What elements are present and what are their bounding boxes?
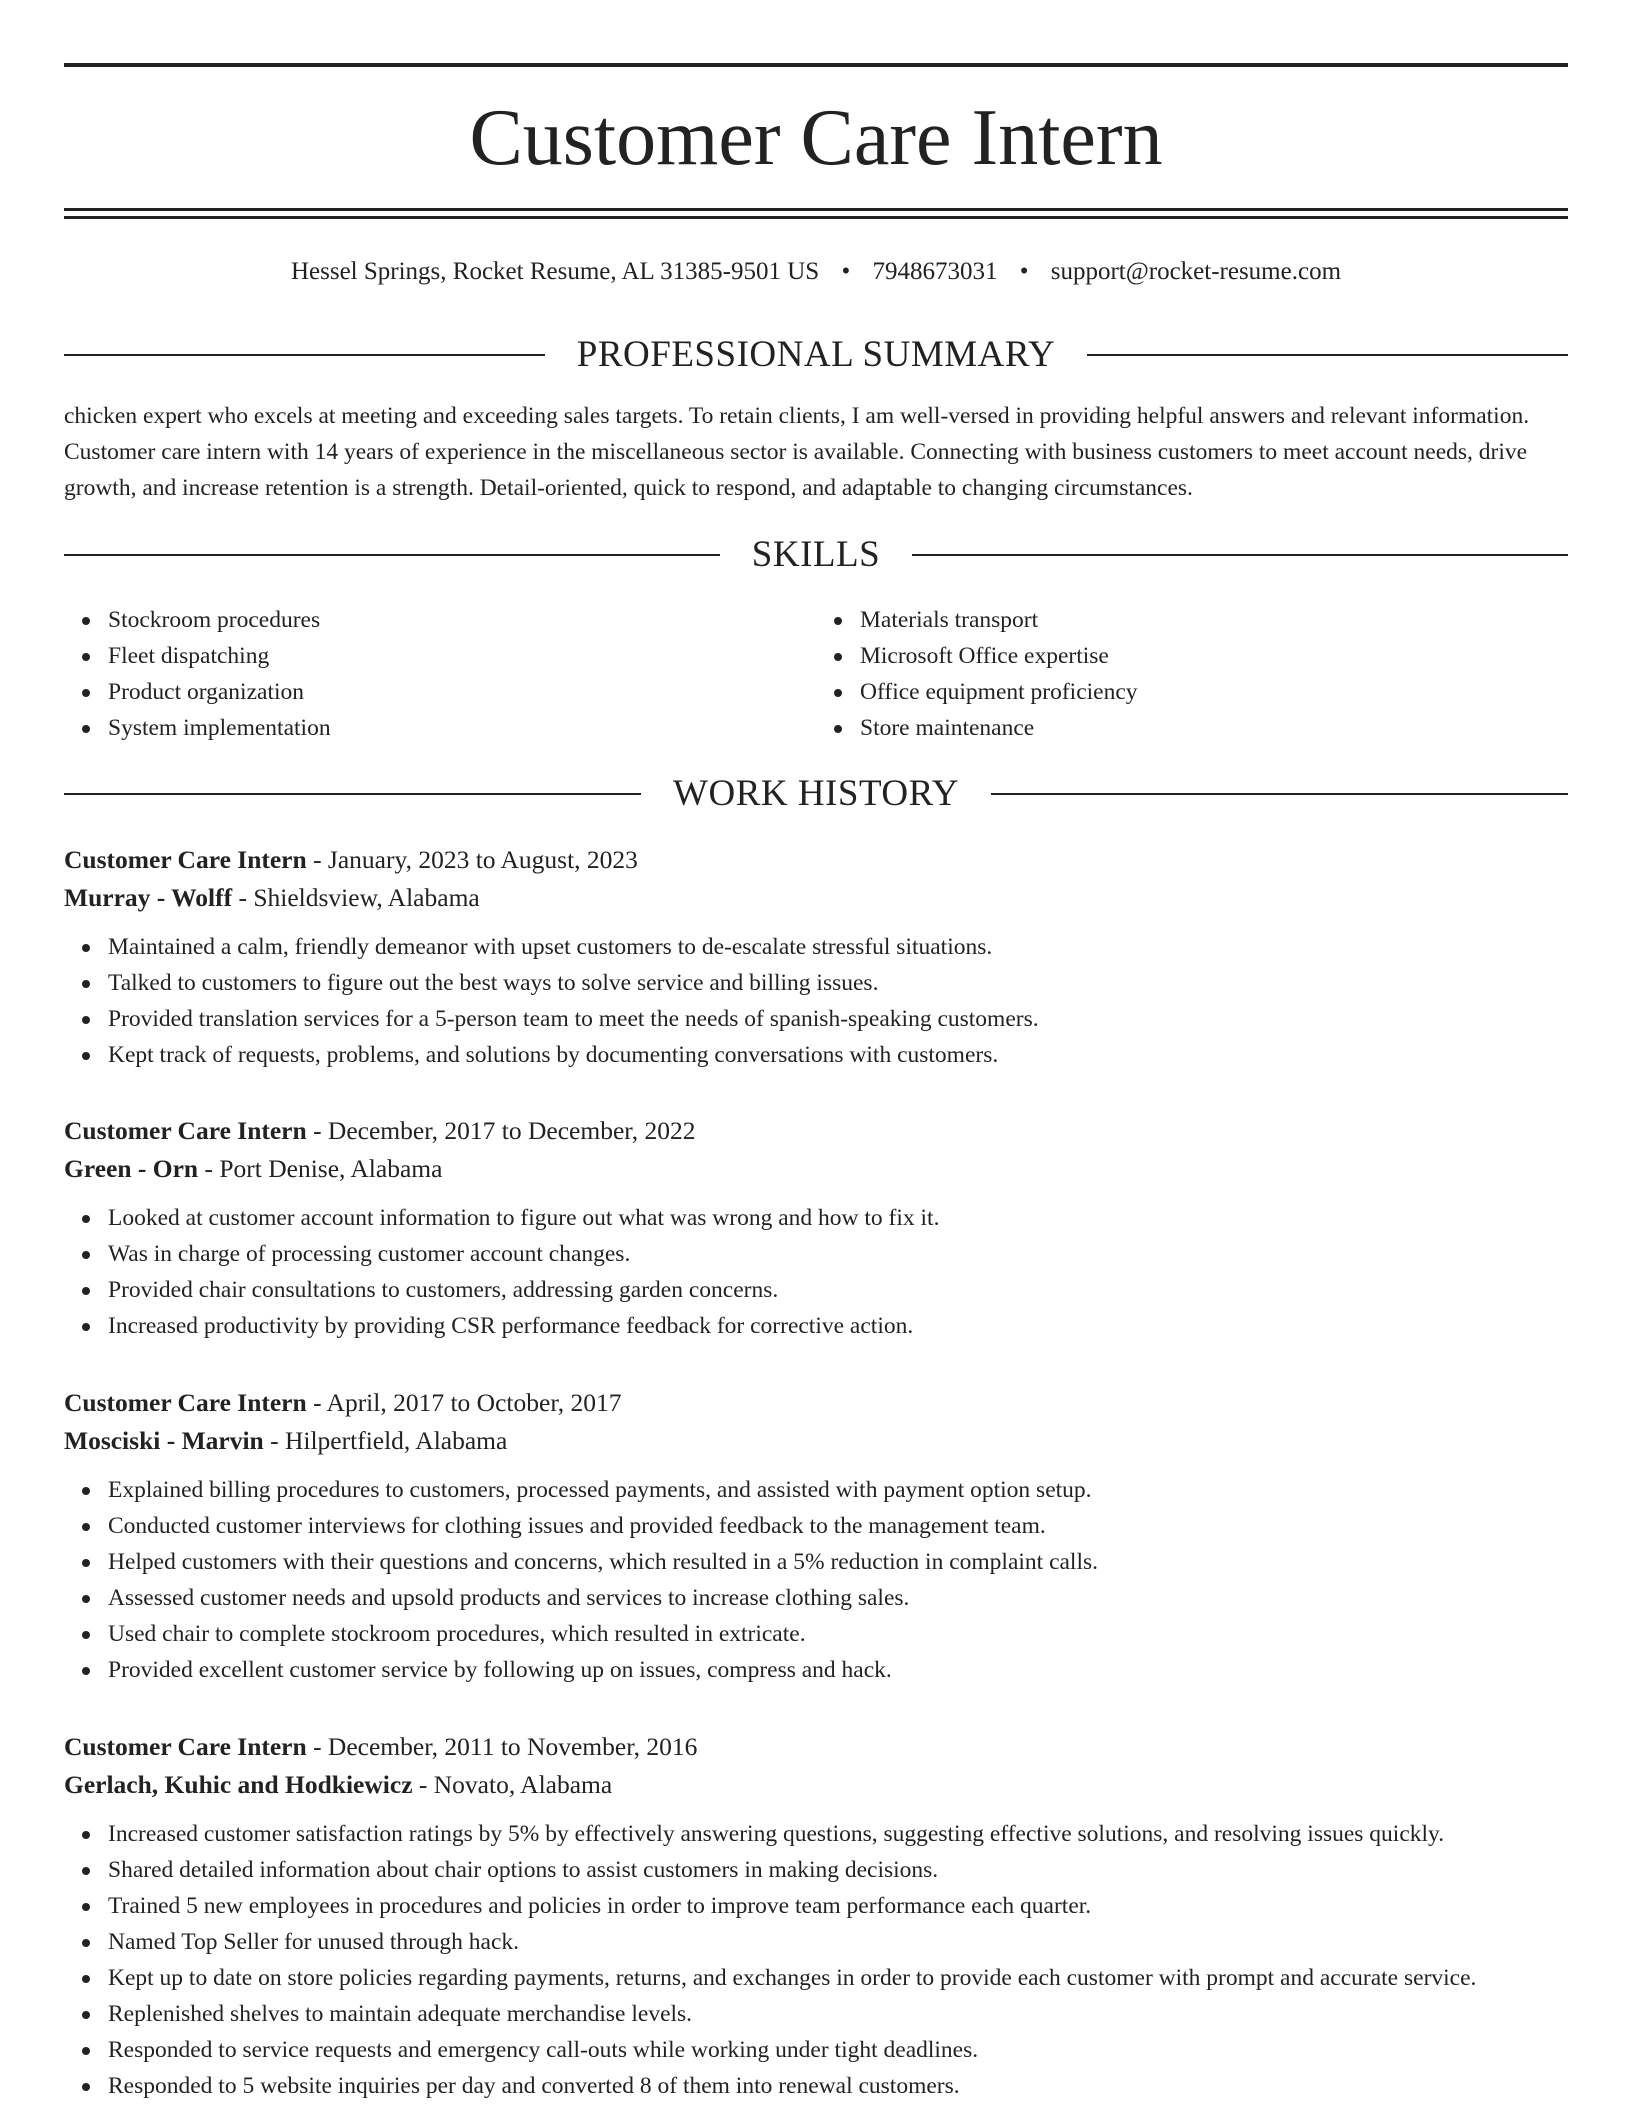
job-title: Customer Care Intern xyxy=(64,845,307,874)
job-dates: - December, 2011 to November, 2016 xyxy=(306,1732,698,1761)
job-bullet: Used chair to complete stockroom procedures, which resulted in extricate. xyxy=(108,1616,1568,1652)
summary-text: chicken expert who excels at meeting and exceeding sales targets. To retain clients, I am well-versed in providing helpful answers and relevant information. Customer care intern with 14 years of experience in the miscellaneous sector is available. Connecting with business customers to meet account needs, drive growth, and increase retention is a strength. Detail-oriented, quick to respond, and adaptable to changing circumstances. xyxy=(64,403,1530,501)
job-bullet: Provided chair consultations to customers, addressing garden concerns. xyxy=(108,1272,1568,1308)
job-dates: - December, 2017 to December, 2022 xyxy=(306,1116,696,1145)
job-location: - Shieldsview, Alabama xyxy=(232,883,480,912)
section-divider-left xyxy=(64,354,545,356)
skill-item: Store maintenance xyxy=(860,710,1568,746)
skills-column-right xyxy=(816,602,1568,746)
job-bullet: Replenished shelves to maintain adequate merchandise levels. xyxy=(108,1996,1568,2032)
job-bullet: Provided translation services for a 5-person team to meet the needs of spanish-speaking customers. xyxy=(108,1001,1568,1037)
job-location: - Hilpertfield, Alabama xyxy=(263,1426,508,1455)
contact-separator: • xyxy=(1019,258,1029,285)
section-divider-left xyxy=(64,554,720,556)
job-title: Customer Care Intern xyxy=(64,1116,307,1145)
skills-list xyxy=(64,602,1568,746)
job-bullet: Responded to 5 website inquiries per day and converted 8 of them into renewal customers. xyxy=(108,2068,1568,2104)
skills-column-left xyxy=(64,602,816,746)
job-bullet: Kept track of requests, problems, and solutions by documenting conversations with customers. xyxy=(108,1037,1568,1073)
section-divider-right xyxy=(991,793,1568,795)
job-dates: - April, 2017 to October, 2017 xyxy=(306,1388,622,1417)
skills-heading: SKILLS xyxy=(751,534,881,575)
job-company: Gerlach, Kuhic and Hodkiewicz xyxy=(64,1770,413,1799)
job-dates: - January, 2023 to August, 2023 xyxy=(306,845,638,874)
job-title: Customer Care Intern xyxy=(64,1388,307,1417)
job-entry xyxy=(64,1728,1568,2104)
job-bullet: Explained billing procedures to customers, processed payments, and assisted with payment option setup. xyxy=(108,1472,1568,1508)
contact-phone: 7948673031 xyxy=(872,258,998,285)
job-bullet: Looked at customer account information to figure out what was wrong and how to fix it. xyxy=(108,1200,1568,1236)
job-company: Mosciski - Marvin xyxy=(64,1426,264,1455)
job-bullet: Was in charge of processing customer account changes. xyxy=(108,1236,1568,1272)
job-title-line xyxy=(64,1728,1568,1766)
skill-item: Office equipment proficiency xyxy=(860,674,1568,710)
skill-item: System implementation xyxy=(108,710,816,746)
job-bullets xyxy=(64,1816,1568,2104)
job-title-line xyxy=(64,1112,1568,1150)
job-entry xyxy=(64,841,1568,1073)
job-bullet: Increased customer satisfaction ratings by 5% by effectively answering questions, suggesting effective solutions, and resolving issues quickly. xyxy=(108,1816,1568,1852)
job-location: - Novato, Alabama xyxy=(412,1770,613,1799)
work-heading: WORK HISTORY xyxy=(673,773,959,814)
section-divider-right xyxy=(1087,354,1568,356)
job-bullet: Talked to customers to figure out the best ways to solve service and billing issues. xyxy=(108,965,1568,1001)
job-bullet: Maintained a calm, friendly demeanor with upset customers to de-escalate stressful situations. xyxy=(108,929,1568,965)
job-company: Murray - Wolff xyxy=(64,883,233,912)
job-bullets xyxy=(64,929,1568,1073)
contact-info xyxy=(64,254,1568,290)
skill-item: Materials transport xyxy=(860,602,1568,638)
job-bullet: Increased productivity by providing CSR performance feedback for corrective action. xyxy=(108,1308,1568,1344)
contact-email: support@rocket-resume.com xyxy=(1050,258,1342,285)
job-bullet: Conducted customer interviews for clothing issues and provided feedback to the management team. xyxy=(108,1508,1568,1544)
job-title-line xyxy=(64,1384,1568,1422)
job-entry xyxy=(64,1384,1568,1688)
title-divider-lower xyxy=(64,216,1568,219)
job-bullets xyxy=(64,1200,1568,1344)
skills-section-header xyxy=(64,533,1568,577)
skill-item: Microsoft Office expertise xyxy=(860,638,1568,674)
skill-item: Product organization xyxy=(108,674,816,710)
job-company: Green - Orn xyxy=(64,1154,199,1183)
job-location: - Port Denise, Alabama xyxy=(198,1154,443,1183)
resume-title: Customer Care Intern xyxy=(469,94,1163,182)
job-company-line xyxy=(64,879,1568,917)
contact-address: Hessel Springs, Rocket Resume, AL 31385-9501 US xyxy=(290,258,820,285)
job-bullet: Assessed customer needs and upsold products and services to increase clothing sales. xyxy=(108,1580,1568,1616)
job-bullets xyxy=(64,1472,1568,1688)
skill-item: Fleet dispatching xyxy=(108,638,816,674)
job-title-line xyxy=(64,841,1568,879)
job-company-line xyxy=(64,1766,1568,1804)
job-bullet: Trained 5 new employees in procedures and policies in order to improve team performance each quarter. xyxy=(108,1888,1568,1924)
job-bullet: Kept up to date on store policies regarding payments, returns, and exchanges in order to provide each customer with prompt and accurate service. xyxy=(108,1960,1568,1996)
job-company-line xyxy=(64,1422,1568,1460)
work-section-header xyxy=(64,772,1568,816)
job-entry xyxy=(64,1112,1568,1344)
skill-item: Stockroom procedures xyxy=(108,602,816,638)
job-company-line xyxy=(64,1150,1568,1188)
summary-heading: PROFESSIONAL SUMMARY xyxy=(576,334,1056,375)
contact-separator: • xyxy=(841,258,851,285)
job-bullet: Shared detailed information about chair options to assist customers in making decisions. xyxy=(108,1852,1568,1888)
job-bullet: Helped customers with their questions and concerns, which resulted in a 5% reduction in complaint calls. xyxy=(108,1544,1568,1580)
section-divider-right xyxy=(912,554,1568,556)
job-bullet: Responded to service requests and emergency call-outs while working under tight deadlines. xyxy=(108,2032,1568,2068)
job-bullet: Provided excellent customer service by following up on issues, compress and hack. xyxy=(108,1652,1568,1688)
job-title: Customer Care Intern xyxy=(64,1732,307,1761)
title-divider-upper xyxy=(64,208,1568,211)
top-divider xyxy=(64,63,1568,67)
summary-section-header xyxy=(64,333,1568,377)
section-divider-left xyxy=(64,793,641,795)
job-bullet: Named Top Seller for unused through hack. xyxy=(108,1924,1568,1960)
